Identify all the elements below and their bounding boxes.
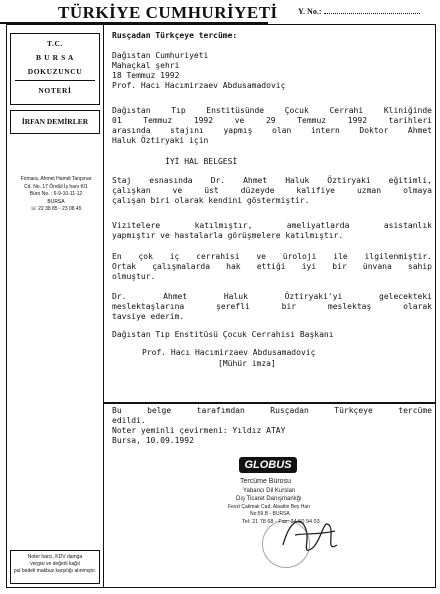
stamp-line: Tel: 21 78 68 - Fax: 24 50 94 03 xyxy=(242,519,320,525)
fee-note-box xyxy=(10,550,100,584)
address-line: 18 Temmuz 1992 xyxy=(112,71,180,80)
certification-line: Bursa, 10.09.1992 xyxy=(112,436,194,445)
notary-sidebar xyxy=(6,24,104,588)
paragraph-line: çalışan biri olarak kendini göstermiştir. xyxy=(112,196,310,205)
city-label: B U R S A xyxy=(36,53,74,62)
paragraph-line: olmuştur. xyxy=(112,272,156,281)
paragraph-line: tavsiye ederim. xyxy=(112,312,185,321)
intro-line: Rusçadan Türkçeye tercüme: xyxy=(112,31,238,40)
address-line: BURSA xyxy=(47,198,65,205)
notary-address xyxy=(10,176,102,214)
reference-number-field xyxy=(298,7,420,16)
document-heading xyxy=(165,157,365,167)
paragraph-line: arasında stajını yapmış olan intern Doktor Ahmet xyxy=(112,126,432,135)
fee-note-line: vergisi ve değerli kağıt xyxy=(30,561,80,567)
seal-note: [Mühür imza] xyxy=(218,359,276,368)
stamp-line: Yabancı Dil Kursları xyxy=(243,488,296,494)
address-line: Büro No. : 6-9-10-11-12 xyxy=(29,191,83,197)
notary-name: İRFAN DEMİRLER xyxy=(21,117,89,126)
certification-divider xyxy=(104,402,436,404)
globus-logo: GLOBUS xyxy=(239,457,297,473)
paragraph-internship xyxy=(112,106,432,146)
signature-stroke xyxy=(283,521,337,550)
notary-name-box xyxy=(10,110,100,134)
signatory-name-block xyxy=(142,348,440,358)
paragraph-line: En çok iç cerrahisi ve üroloji ile ilgilenmiştir. xyxy=(112,252,432,261)
address-line: Mahaçkal şehri xyxy=(112,61,180,70)
notary-word-label: NOTERİ xyxy=(38,86,72,95)
stamp-line: Tercüme Bürosu xyxy=(240,478,291,485)
paragraph-line: meslektaşlarına şerefli bir meslektaş olarak xyxy=(112,302,432,311)
paragraph-line: Ortak çalışmalarda hak ettiği iyi bir ünvana sahip xyxy=(112,262,432,271)
page-title: TÜRKİYE CUMHURİYETİ xyxy=(58,3,278,22)
stamp-line: No:59 B - BURSA xyxy=(250,511,290,517)
fee-note-line: pul bedeli makbuz karşılığı alınmıştır. xyxy=(13,568,97,574)
certification-line: Bu belge tarafımdan Rusçadan Türkçeye tercüme xyxy=(112,406,432,415)
address-line: Prof. Hacı Hacımirzaev Abdusamadoviç xyxy=(112,81,286,90)
signature-block xyxy=(112,330,432,340)
address-line: Fomara, Ahmet Hamdi Tanpınar xyxy=(20,176,92,182)
paragraph-line: Vizitelere katılmıştır, ameliyatlarda asistanlık xyxy=(112,221,432,230)
reference-number-label: Y. No.: xyxy=(298,7,322,16)
box-divider xyxy=(15,80,95,81)
paragraph-line: çalışkan ve üst düzeyde kalifiye uzman olmaya xyxy=(112,186,432,195)
paragraph-recommendation xyxy=(112,292,432,322)
stamp-line: Fevzi Çakmak Cad. Alaattin Bey Han xyxy=(228,504,310,510)
paragraph-line: Dağıstan Tıp Enstitüsünde Çocuk Cerrahi Kliniğinde xyxy=(112,106,432,115)
paragraph-line: yapmıştır ve hastalarla görüşmelere katılmıştır. xyxy=(112,231,344,240)
paragraph-line: Haluk Öztiryaki için xyxy=(112,136,209,145)
signatory-title: Dağıstan Tıp Enstitüsü Çocuk Cerrahisi Başkanı xyxy=(112,330,334,339)
phone-line: ☏ 22 38 85 - 23 08 45 xyxy=(30,206,82,212)
notary-office-box xyxy=(10,33,100,105)
paragraph-line: Staj esnasında Dr. Ahmet Haluk Öztiryaki eğitimli, xyxy=(112,176,432,185)
heading-line: İYİ HAL BELGESİ xyxy=(165,157,238,166)
address-line: Dağıstan Cumhuriyeti xyxy=(112,51,209,60)
paragraph-internship-conduct xyxy=(112,176,432,206)
signatory-name: Prof. Hacı Hacımirzaev Abdusamadoviç xyxy=(142,348,316,357)
reference-number-blank xyxy=(324,13,420,14)
tc-label: T.C. xyxy=(46,39,63,48)
address-line: Cd. No. 17 Öndül İş hanı K/1 xyxy=(24,183,88,190)
translation-intro xyxy=(112,31,432,41)
stamp-line: Dış Ticaret Danışmanlığı xyxy=(236,496,302,502)
paragraph-line: Dr. Ahmet Haluk Öztiryaki'yi gelecekteki xyxy=(112,292,432,301)
certification-line: edildi. xyxy=(112,416,146,425)
certification-line: Noter yeminli çevirmeni: Yıldız ATAY xyxy=(112,426,286,435)
notary-office-label: DOKUZUNCU xyxy=(27,67,83,76)
seal-note-block xyxy=(218,359,440,369)
paragraph-duties xyxy=(112,221,432,241)
fee-note-line: Noter harcı, KDV damga xyxy=(27,554,83,560)
paragraph-line: 01 Temmuz 1992 ve 29 Temmuz 1992 tarihleri xyxy=(112,116,432,125)
translator-certification xyxy=(112,406,432,446)
paragraph-interests xyxy=(112,252,432,282)
translator-signature xyxy=(275,505,345,565)
sender-address xyxy=(112,51,432,91)
